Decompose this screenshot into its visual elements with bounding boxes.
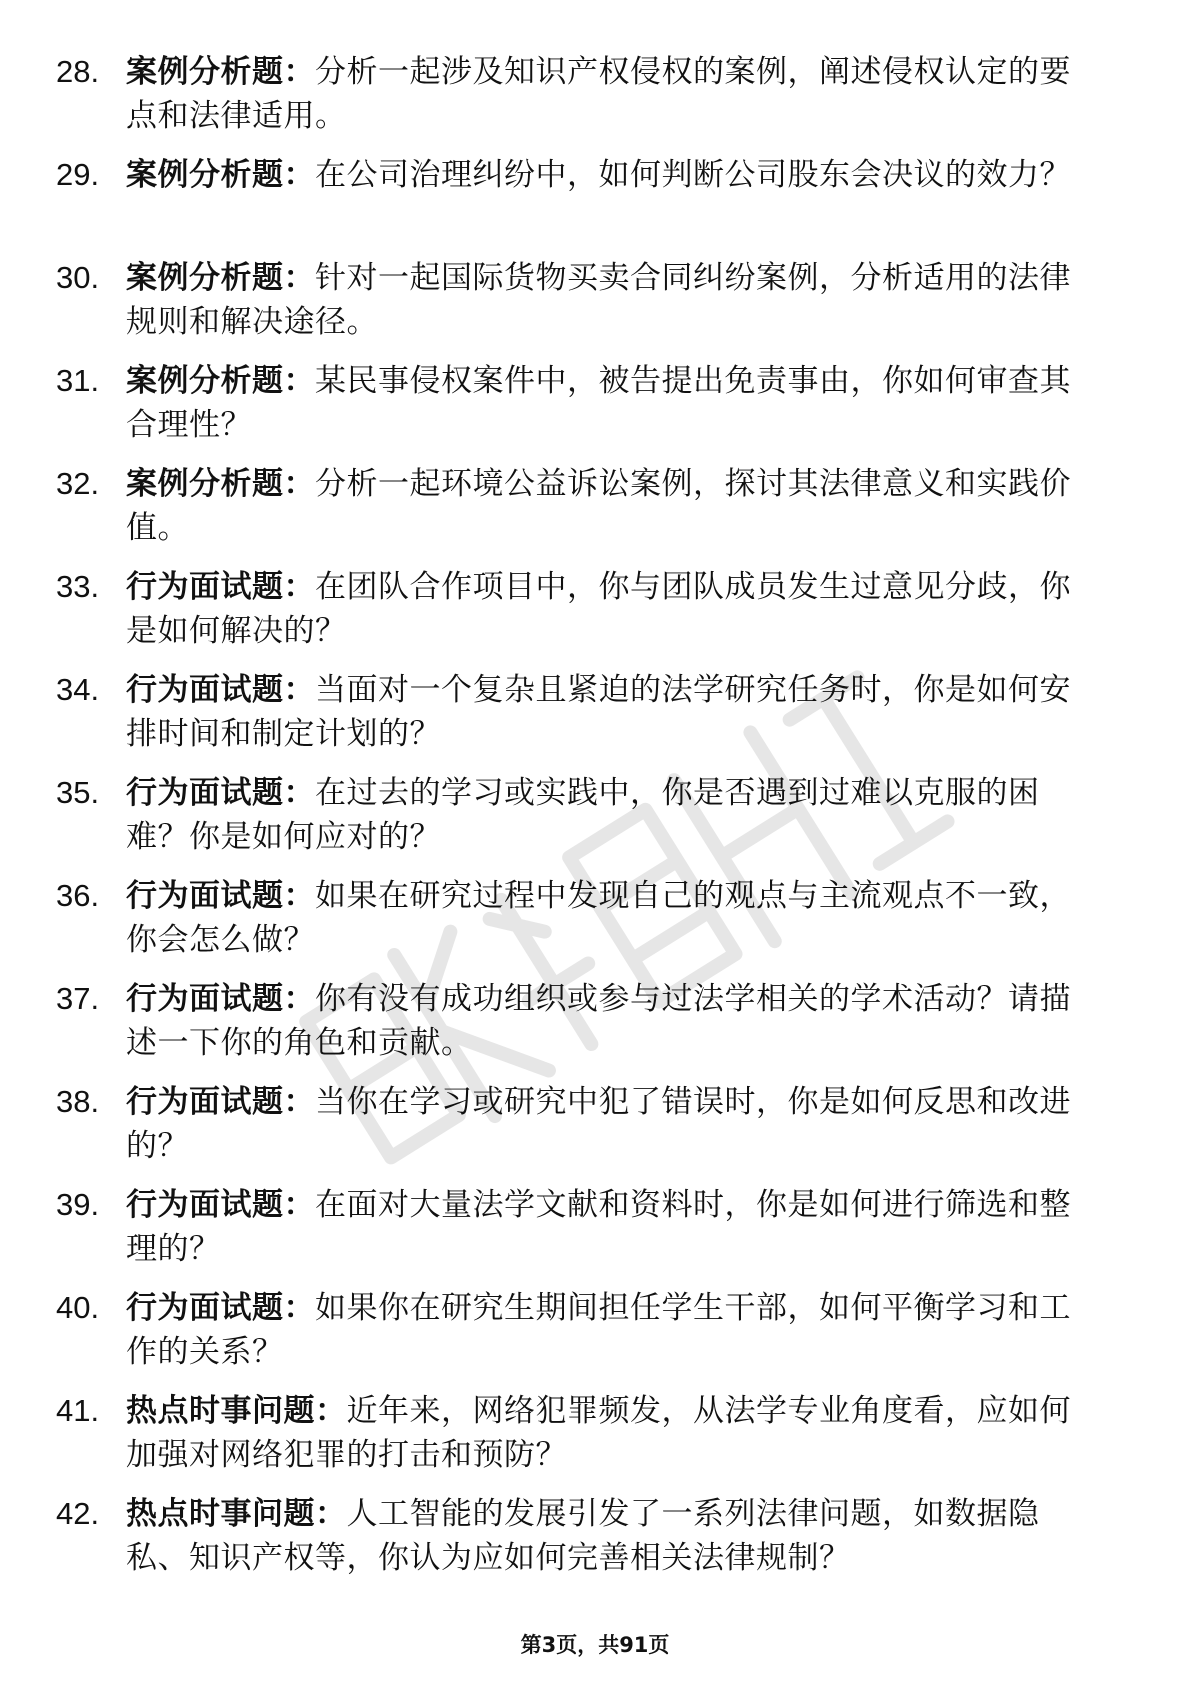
question-category: 行为面试题： bbox=[126, 569, 315, 605]
list-item bbox=[56, 359, 1116, 462]
question-list bbox=[56, 50, 1116, 1595]
question-body: 分析一起环境公益诉讼案例，探讨其法律意义和实践价值。 bbox=[126, 466, 1071, 546]
list-item bbox=[56, 1492, 1116, 1595]
question-text bbox=[126, 50, 1116, 138]
question-text bbox=[126, 462, 1116, 550]
list-item bbox=[56, 153, 1116, 256]
question-category: 案例分析题： bbox=[126, 466, 315, 502]
question-body: 在公司治理纠纷中，如何判断公司股东会决议的效力？ bbox=[315, 157, 1071, 193]
question-text bbox=[126, 153, 1116, 197]
list-item bbox=[56, 977, 1116, 1080]
question-number: 37. bbox=[56, 981, 100, 1016]
question-category: 行为面试题： bbox=[126, 1187, 315, 1223]
question-number: 30. bbox=[56, 260, 100, 295]
question-text bbox=[126, 1286, 1116, 1374]
question-number: 40. bbox=[56, 1290, 100, 1325]
question-number: 34. bbox=[56, 672, 100, 707]
list-item bbox=[56, 565, 1116, 668]
question-body: 人工智能的发展引发了一系列法律问题，如数据隐私、知识产权等，你认为应如何完善相关法律规制？ bbox=[126, 1496, 1040, 1576]
question-text bbox=[126, 977, 1116, 1065]
question-text bbox=[126, 256, 1116, 344]
list-item bbox=[56, 874, 1116, 977]
question-body: 针对一起国际货物买卖合同纠纷案例，分析适用的法律规则和解决途径。 bbox=[126, 260, 1071, 340]
question-number: 42. bbox=[56, 1496, 100, 1531]
question-body: 当你在学习或研究中犯了错误时，你是如何反思和改进的？ bbox=[126, 1084, 1071, 1164]
question-category: 案例分析题： bbox=[126, 363, 315, 399]
question-text bbox=[126, 1389, 1116, 1477]
question-category: 案例分析题： bbox=[126, 260, 315, 296]
question-number: 41. bbox=[56, 1393, 100, 1428]
question-body: 如果你在研究生期间担任学生干部，如何平衡学习和工作的关系？ bbox=[126, 1290, 1071, 1370]
question-number: 33. bbox=[56, 569, 100, 604]
list-item bbox=[56, 462, 1116, 565]
question-category: 热点时事问题： bbox=[126, 1496, 347, 1532]
question-text bbox=[126, 1492, 1116, 1580]
question-category: 行为面试题： bbox=[126, 981, 315, 1017]
list-item bbox=[56, 1286, 1116, 1389]
question-body: 在团队合作项目中，你与团队成员发生过意见分歧，你是如何解决的？ bbox=[126, 569, 1071, 649]
question-text bbox=[126, 1080, 1116, 1168]
list-item bbox=[56, 668, 1116, 771]
question-text bbox=[126, 668, 1116, 756]
list-item bbox=[56, 1183, 1116, 1286]
question-number: 38. bbox=[56, 1084, 100, 1119]
question-text bbox=[126, 1183, 1116, 1271]
question-category: 行为面试题： bbox=[126, 775, 315, 811]
question-number: 28. bbox=[56, 54, 100, 89]
list-item bbox=[56, 256, 1116, 359]
question-text bbox=[126, 874, 1116, 962]
question-category: 行为面试题： bbox=[126, 878, 315, 914]
question-number: 39. bbox=[56, 1187, 100, 1222]
question-text bbox=[126, 771, 1116, 859]
question-category: 行为面试题： bbox=[126, 672, 315, 708]
question-body: 近年来，网络犯罪频发，从法学专业角度看，应如何加强对网络犯罪的打击和预防？ bbox=[126, 1393, 1071, 1473]
question-body: 在面对大量法学文献和资料时，你是如何进行筛选和整理的？ bbox=[126, 1187, 1071, 1267]
question-number: 32. bbox=[56, 466, 100, 501]
page-number-footer: 第3页，共91页 bbox=[520, 1633, 670, 1657]
question-category: 行为面试题： bbox=[126, 1084, 315, 1120]
question-body: 如果在研究过程中发现自己的观点与主流观点不一致，你会怎么做？ bbox=[126, 878, 1071, 958]
question-body: 你有没有成功组织或参与过法学相关的学术活动？请描述一下你的角色和贡献。 bbox=[126, 981, 1071, 1061]
question-category: 行为面试题： bbox=[126, 1290, 315, 1326]
question-number: 36. bbox=[56, 878, 100, 913]
question-body: 当面对一个复杂且紧迫的法学研究任务时，你是如何安排时间和制定计划的？ bbox=[126, 672, 1071, 752]
list-item bbox=[56, 50, 1116, 153]
list-item bbox=[56, 771, 1116, 874]
list-item bbox=[56, 1389, 1116, 1492]
question-category: 热点时事问题： bbox=[126, 1393, 347, 1429]
question-body: 分析一起涉及知识产权侵权的案例，阐述侵权认定的要点和法律适用。 bbox=[126, 54, 1071, 134]
question-number: 31. bbox=[56, 363, 100, 398]
question-category: 案例分析题： bbox=[126, 54, 315, 90]
question-text bbox=[126, 565, 1116, 653]
list-item bbox=[56, 1080, 1116, 1183]
question-category: 案例分析题： bbox=[126, 157, 315, 193]
question-number: 35. bbox=[56, 775, 100, 810]
question-body: 某民事侵权案件中，被告提出免责事由，你如何审查其合理性？ bbox=[126, 363, 1071, 443]
question-number: 29. bbox=[56, 157, 100, 192]
question-text bbox=[126, 359, 1116, 447]
question-body: 在过去的学习或实践中，你是否遇到过难以克服的困难？你是如何应对的？ bbox=[126, 775, 1040, 855]
